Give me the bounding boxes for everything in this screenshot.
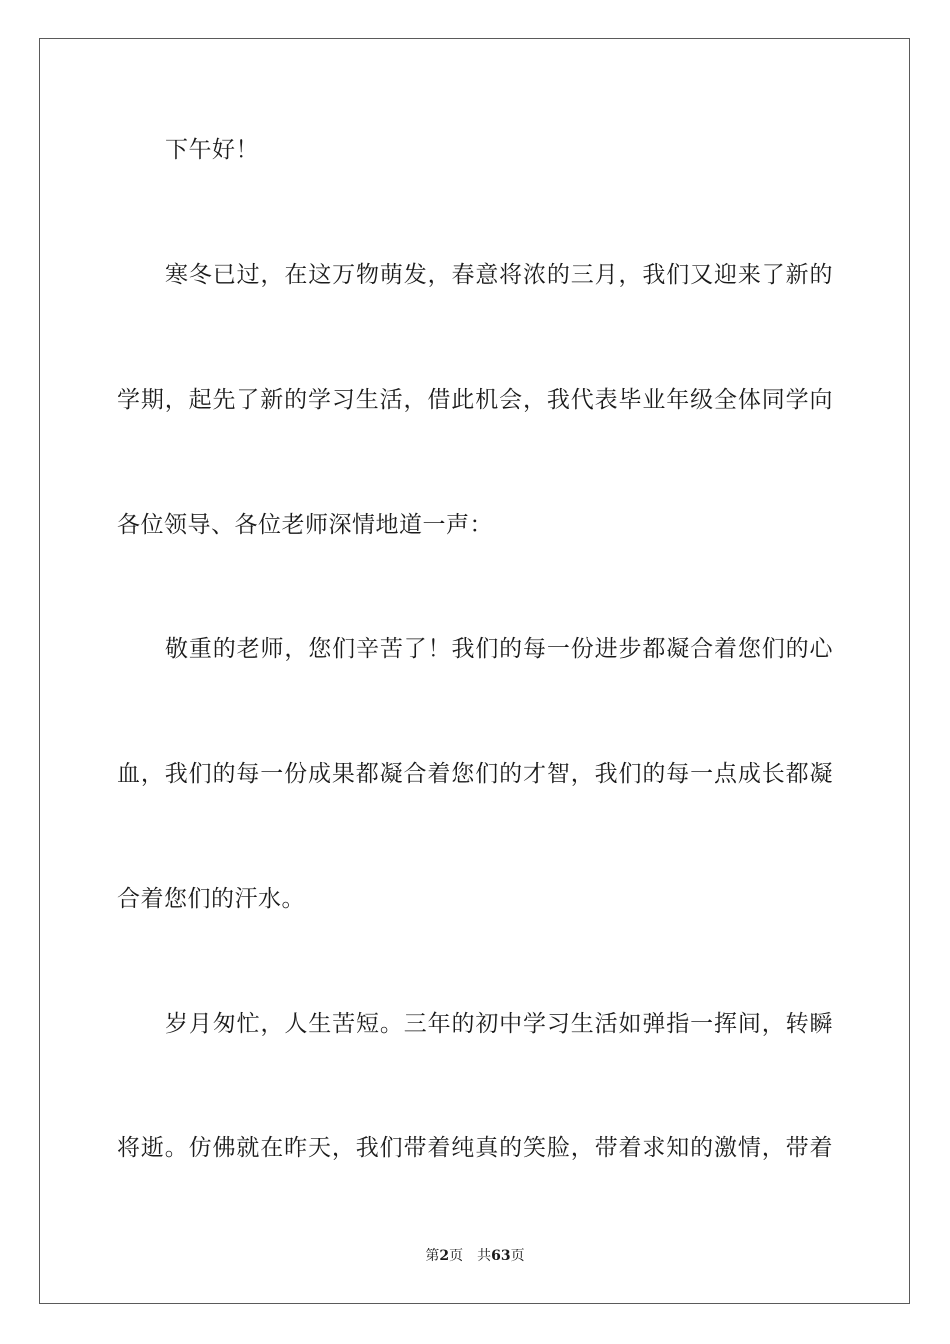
page-prefix: 第 (425, 1248, 440, 1264)
page-suffix: 页 (449, 1248, 464, 1264)
total-page-count: 63 (491, 1248, 511, 1264)
paragraph-line: 血，我们的每一份成果都凝合着您们的才智，我们的每一点成长都凝 (117, 761, 833, 787)
total-suffix: 页 (510, 1248, 525, 1264)
page-footer (0, 1246, 950, 1266)
paragraph-line: 学期，起先了新的学习生活，借此机会，我代表毕业年级全体同学向 (117, 387, 833, 413)
paragraph-line: 敬重的老师，您们辛苦了！我们的每一份进步都凝合着您们的心 (165, 636, 833, 662)
page-border (39, 38, 910, 1304)
paragraph-line: 将逝。仿佛就在昨天，我们带着纯真的笑脸，带着求知的激情，带着 (117, 1135, 833, 1161)
paragraph-line: 岁月匆忙，人生苦短。三年的初中学习生活如弹指一挥间，转瞬 (165, 1011, 833, 1037)
total-prefix: 共 (477, 1248, 492, 1264)
greeting-line: 下午好！ (165, 137, 259, 163)
paragraph-line: 合着您们的汗水。 (117, 886, 305, 912)
paragraph-line: 寒冬已过，在这万物萌发，春意将浓的三月，我们又迎来了新的 (165, 262, 833, 288)
page-number: 2 (439, 1248, 450, 1264)
paragraph-line: 各位领导、各位老师深情地道一声： (117, 512, 493, 538)
